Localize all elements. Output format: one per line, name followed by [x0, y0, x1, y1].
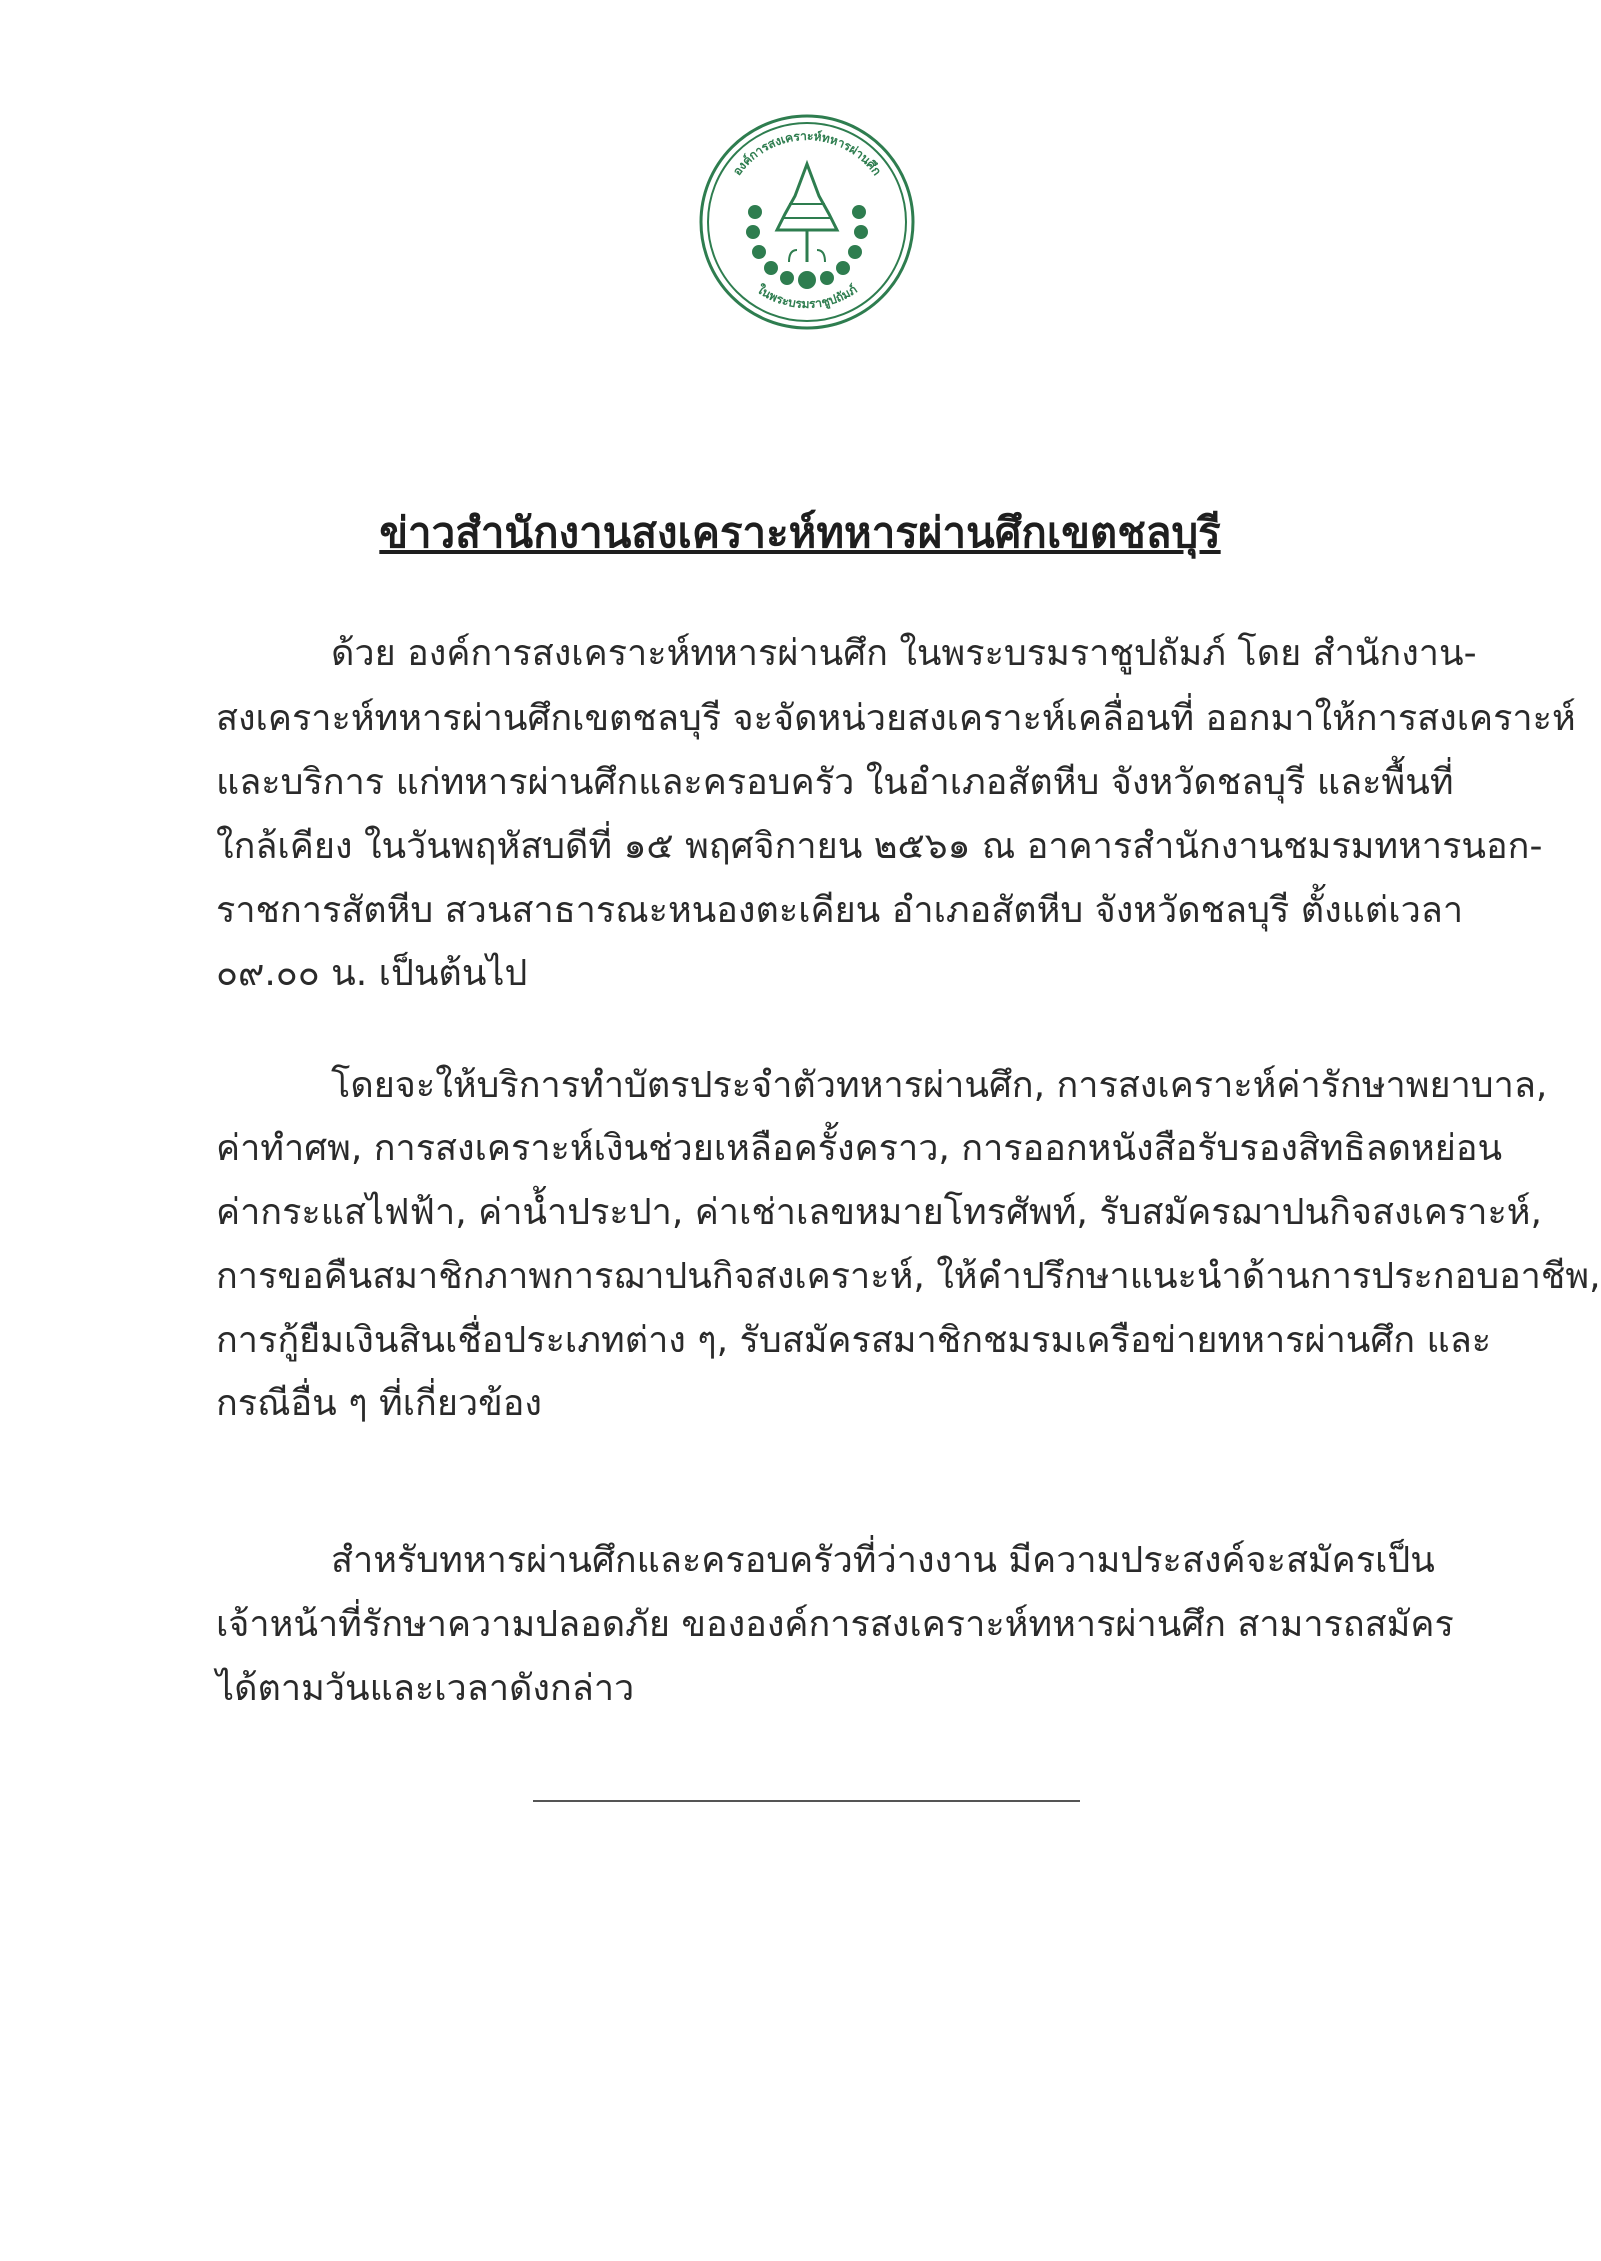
text-line: ๐๙.๐๐ น. เป็นต้นไป	[216, 953, 528, 994]
text-line: เจ้าหน้าที่รักษาความปลอดภัย ขององค์การสงเคราะห์ทหารผ่านศึก สามารถสมัคร	[216, 1604, 1454, 1645]
text-line: โดยจะให้บริการทำบัตรประจำตัวทหารผ่านศึก, การสงเคราะห์ค่ารักษาพยาบาล,	[331, 1065, 1548, 1106]
text-line: สงเคราะห์ทหารผ่านศึกเขตชลบุรี จะจัดหน่วยสงเคราะห์เคลื่อนที่ ออกมาให้การสงเคราะห์	[216, 698, 1576, 739]
text-line: กรณีอื่น ๆ ที่เกี่ยวข้อง	[216, 1383, 542, 1424]
text-line: การกู้ยืมเงินสินเชื่อประเภทต่าง ๆ, รับสมัครสมาชิกชมรมเครือข่ายทหารผ่านศึก และ	[216, 1320, 1492, 1361]
text-line: ด้วย องค์การสงเคราะห์ทหารผ่านศึก ในพระบรมราชูปถัมภ์ โดย สำนักงาน-	[331, 633, 1477, 674]
text-line: ใกล้เคียง ในวันพฤหัสบดีที่ ๑๕ พฤศจิกายน ๒๕๖๑ ณ อาคารสำนักงานชมรมทหารนอก-	[216, 826, 1543, 867]
text-line: การขอคืนสมาชิกภาพการฌาปนกิจสงเคราะห์, ให้คำปรึกษาแนะนำด้านการประกอบอาชีพ,	[216, 1256, 1601, 1297]
text-line: ค่ากระแสไฟฟ้า, ค่าน้ำประปา, ค่าเช่าเลขหมายโทรศัพท์, รับสมัครฌาปนกิจสงเคราะห์,	[216, 1192, 1542, 1233]
text-line: และบริการ แก่ทหารผ่านศึกและครอบครัว ในอำเภอสัตหีบ จังหวัดชลบุรี และพื้นที่	[216, 762, 1454, 803]
text-line: ราชการสัตหีบ สวนสาธารณะหนองตะเคียน อำเภอสัตหีบ จังหวัดชลบุรี ตั้งแต่เวลา	[216, 890, 1464, 931]
svg-text:ในพระบรมราชูปถัมภ์: ในพระบรมราชูปถัมภ์	[754, 282, 860, 312]
organization-logo	[697, 112, 917, 332]
text-line: ได้ตามวันและเวลาดังกล่าว	[216, 1668, 635, 1709]
text-line: สำหรับทหารผ่านศึกและครอบครัวที่ว่างงาน มีความประสงค์จะสมัครเป็น	[331, 1540, 1435, 1581]
text-line: ค่าทำศพ, การสงเคราะห์เงินช่วยเหลือครั้งคราว, การออกหนังสือรับรองสิทธิลดหย่อน	[216, 1128, 1503, 1169]
svg-text:องค์การสงเคราะห์ทหารผ่านศึก: องค์การสงเคราะห์ทหารผ่านศึก	[729, 128, 885, 179]
document-title: ข่าวสำนักงานสงเคราะห์ทหารผ่านศึกเขตชลบุรี	[379, 508, 1221, 557]
end-divider	[533, 1800, 1080, 1802]
